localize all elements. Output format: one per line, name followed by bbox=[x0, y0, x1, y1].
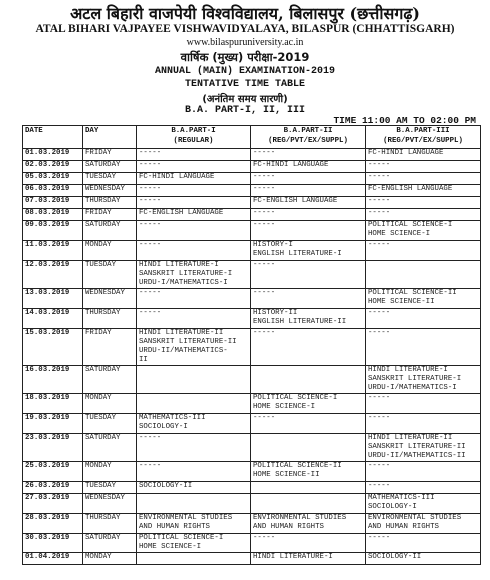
day-cell: SATURDAY bbox=[83, 434, 137, 462]
table-row bbox=[23, 209, 481, 221]
day-cell: TUESDAY bbox=[83, 414, 137, 434]
table-row bbox=[23, 329, 481, 366]
day-cell: SATURDAY bbox=[83, 534, 137, 553]
day-cell: MONDAY bbox=[83, 553, 137, 565]
part-3-cell: ENVIRONMENTAL STUDIES AND HUMAN RIGHTS bbox=[366, 514, 481, 534]
date-cell: 16.03.2019 bbox=[23, 366, 83, 394]
part-3-cell: ----- bbox=[366, 394, 481, 414]
day-cell: THURSDAY bbox=[83, 514, 137, 534]
table-row bbox=[23, 241, 481, 261]
day-cell: MONDAY bbox=[83, 394, 137, 414]
part-1-cell: ----- bbox=[137, 241, 251, 261]
part-1-cell: FC-ENGLISH LANGUAGE bbox=[137, 209, 251, 221]
part-1-cell bbox=[137, 366, 251, 394]
table-row bbox=[23, 185, 481, 197]
table-row bbox=[23, 494, 481, 514]
exam-time: TIME 11:00 AM TO 02:00 PM bbox=[333, 115, 476, 126]
part-2-cell: POLITICAL SCIENCE-II HOME SCIENCE-II bbox=[251, 462, 366, 482]
date-cell: 02.03.2019 bbox=[23, 161, 83, 173]
part-3-cell: ----- bbox=[366, 209, 481, 221]
day-cell: SATURDAY bbox=[83, 366, 137, 394]
date-cell: 05.03.2019 bbox=[23, 173, 83, 185]
part-2-cell: HISTORY-I ENGLISH LITERATURE-I bbox=[251, 241, 366, 261]
part-1-cell: ----- bbox=[137, 309, 251, 329]
part-1-cell: MATHEMATICS-III SOCIOLOGY-I bbox=[137, 414, 251, 434]
table-row bbox=[23, 514, 481, 534]
day-cell: SATURDAY bbox=[83, 161, 137, 173]
day-cell: TUESDAY bbox=[83, 173, 137, 185]
part-3-cell: MATHEMATICS-III SOCIOLOGY-I bbox=[366, 494, 481, 514]
part-3-cell: ----- bbox=[366, 462, 481, 482]
part-1-cell: ----- bbox=[137, 161, 251, 173]
part-3-cell: ----- bbox=[366, 414, 481, 434]
column-header-part-2: B.A.PART-II (REG/PVT/EX/SUPPL) bbox=[251, 126, 366, 149]
date-cell: 26.03.2019 bbox=[23, 482, 83, 494]
part-1-cell: POLITICAL SCIENCE-I HOME SCIENCE-I bbox=[137, 534, 251, 553]
table-row bbox=[23, 366, 481, 394]
university-name-hindi: अटल बिहारी वाजपेयी विश्वविद्यालय, बिलासपुर (छत्तीसगढ़) bbox=[70, 4, 420, 23]
date-cell: 28.03.2019 bbox=[23, 514, 83, 534]
table-row bbox=[23, 289, 481, 309]
part-1-cell: HINDI LITERATURE-I SANSKRIT LITERATURE-I URDU-I/MATHEMATICS-I bbox=[137, 261, 251, 289]
day-cell: MONDAY bbox=[83, 241, 137, 261]
table-row bbox=[23, 482, 481, 494]
part-1-cell: HINDI LITERATURE-II SANSKRIT LITERATURE-II URDU-II/MATHEMATICS- II bbox=[137, 329, 251, 366]
day-cell: TUESDAY bbox=[83, 261, 137, 289]
part-3-cell: HINDI LITERATURE-I SANSKRIT LITERATURE-I URDU-I/MATHEMATICS-I bbox=[366, 366, 481, 394]
part-2-cell: ----- bbox=[251, 209, 366, 221]
part-2-cell: ----- bbox=[251, 534, 366, 553]
part-1-cell: ----- bbox=[137, 434, 251, 462]
day-cell: FRIDAY bbox=[83, 209, 137, 221]
part-2-cell bbox=[251, 494, 366, 514]
part-1-cell: SOCIOLOGY-II bbox=[137, 482, 251, 494]
date-cell: 15.03.2019 bbox=[23, 329, 83, 366]
part-1-cell: ENVIRONMENTAL STUDIES AND HUMAN RIGHTS bbox=[137, 514, 251, 534]
part-2-cell: ----- bbox=[251, 149, 366, 161]
date-cell: 07.03.2019 bbox=[23, 197, 83, 209]
date-cell: 13.03.2019 bbox=[23, 289, 83, 309]
table-row bbox=[23, 553, 481, 565]
day-cell: TUESDAY bbox=[83, 482, 137, 494]
exam-title-english: ANNUAL (MAIN) EXAMINATION-2019 bbox=[154, 66, 336, 77]
date-cell: 01.04.2019 bbox=[23, 553, 83, 565]
date-cell: 18.03.2019 bbox=[23, 394, 83, 414]
part-2-cell: ENVIRONMENTAL STUDIES AND HUMAN RIGHTS bbox=[251, 514, 366, 534]
table-row bbox=[23, 197, 481, 209]
part-3-cell: ----- bbox=[366, 482, 481, 494]
table-row bbox=[23, 149, 481, 161]
table-row bbox=[23, 309, 481, 329]
table-row bbox=[23, 534, 481, 553]
day-cell: THURSDAY bbox=[83, 309, 137, 329]
part-3-cell: ----- bbox=[366, 197, 481, 209]
tentative-title: TENTATIVE TIME TABLE bbox=[184, 79, 306, 90]
university-name-english: ATAL BIHARI VAJPAYEE VISHWAVIDYALAYA, BILASPUR (CHHATTISGARH) bbox=[35, 23, 455, 35]
part-1-cell: FC-HINDI LANGUAGE bbox=[137, 173, 251, 185]
part-1-cell bbox=[137, 394, 251, 414]
part-1-cell: ----- bbox=[137, 221, 251, 241]
date-cell: 01.03.2019 bbox=[23, 149, 83, 161]
part-1-cell: ----- bbox=[137, 185, 251, 197]
part-2-cell: ----- bbox=[251, 221, 366, 241]
part-1-cell bbox=[137, 553, 251, 565]
date-cell: 23.03.2019 bbox=[23, 434, 83, 462]
part-3-cell: POLITICAL SCIENCE-I HOME SCIENCE-I bbox=[366, 221, 481, 241]
date-cell: 25.03.2019 bbox=[23, 462, 83, 482]
part-2-cell: ----- bbox=[251, 173, 366, 185]
table-row bbox=[23, 161, 481, 173]
date-cell: 09.03.2019 bbox=[23, 221, 83, 241]
day-cell: SATURDAY bbox=[83, 221, 137, 241]
part-3-cell: SOCIOLOGY-II bbox=[366, 553, 481, 565]
part-3-cell: HINDI LITERATURE-II SANSKRIT LITERATURE-II URDU-II/MATHEMATICS-II bbox=[366, 434, 481, 462]
part-2-cell: FC-ENGLISH LANGUAGE bbox=[251, 197, 366, 209]
table-row bbox=[23, 414, 481, 434]
part-3-cell: ----- bbox=[366, 173, 481, 185]
website-link[interactable]: www.bilaspuruniversity.ac.in bbox=[186, 37, 304, 48]
exam-title-hindi: वार्षिक (मुख्य) परीक्षा-2019 bbox=[180, 50, 310, 64]
date-cell: 08.03.2019 bbox=[23, 209, 83, 221]
date-cell: 19.03.2019 bbox=[23, 414, 83, 434]
date-cell: 30.03.2019 bbox=[23, 534, 83, 553]
day-cell: FRIDAY bbox=[83, 329, 137, 366]
part-1-cell: ----- bbox=[137, 197, 251, 209]
column-header-day: DAY bbox=[83, 126, 137, 149]
part-2-cell: HISTORY-II ENGLISH LITERATURE-II bbox=[251, 309, 366, 329]
date-cell: 06.03.2019 bbox=[23, 185, 83, 197]
table-row bbox=[23, 462, 481, 482]
part-2-cell: ----- bbox=[251, 414, 366, 434]
table-row bbox=[23, 434, 481, 462]
part-2-cell: ----- bbox=[251, 185, 366, 197]
part-3-cell: ----- bbox=[366, 534, 481, 553]
day-cell: WEDNESDAY bbox=[83, 494, 137, 514]
part-1-cell: ----- bbox=[137, 149, 251, 161]
parts-heading: B.A. PART-I, II, III bbox=[184, 105, 306, 116]
day-cell: WEDNESDAY bbox=[83, 185, 137, 197]
table-row bbox=[23, 221, 481, 241]
part-3-cell: ----- bbox=[366, 241, 481, 261]
table-row bbox=[23, 394, 481, 414]
part-3-cell: FC-ENGLISH LANGUAGE bbox=[366, 185, 481, 197]
part-3-cell: ----- bbox=[366, 309, 481, 329]
part-2-cell: ----- bbox=[251, 289, 366, 309]
part-2-cell: ----- bbox=[251, 261, 366, 289]
time-table bbox=[22, 125, 481, 565]
table-header-row bbox=[23, 126, 481, 149]
table-row bbox=[23, 261, 481, 289]
part-3-cell bbox=[366, 261, 481, 289]
part-1-cell bbox=[137, 494, 251, 514]
part-2-cell bbox=[251, 482, 366, 494]
date-cell: 14.03.2019 bbox=[23, 309, 83, 329]
day-cell: WEDNESDAY bbox=[83, 289, 137, 309]
day-cell: MONDAY bbox=[83, 462, 137, 482]
tentative-title-hindi: (अनंतिम समय सारणी) bbox=[202, 94, 288, 105]
date-cell: 27.03.2019 bbox=[23, 494, 83, 514]
part-1-cell: ----- bbox=[137, 289, 251, 309]
day-cell: THURSDAY bbox=[83, 197, 137, 209]
column-header-part-1: B.A.PART-I (REGULAR) bbox=[137, 126, 251, 149]
part-2-cell: POLITICAL SCIENCE-I HOME SCIENCE-I bbox=[251, 394, 366, 414]
part-3-cell: POLITICAL SCIENCE-II HOME SCIENCE-II bbox=[366, 289, 481, 309]
date-cell: 12.03.2019 bbox=[23, 261, 83, 289]
column-header-date: DATE bbox=[23, 126, 83, 149]
part-3-cell: ----- bbox=[366, 161, 481, 173]
part-1-cell: ----- bbox=[137, 462, 251, 482]
column-header-part-3: B.A.PART-III (REG/PVT/EX/SUPPL) bbox=[366, 126, 481, 149]
part-2-cell bbox=[251, 366, 366, 394]
part-2-cell bbox=[251, 434, 366, 462]
part-3-cell: ----- bbox=[366, 329, 481, 366]
part-3-cell: FC-HINDI LANGUAGE bbox=[366, 149, 481, 161]
part-2-cell: HINDI LITERATURE-I bbox=[251, 553, 366, 565]
day-cell: FRIDAY bbox=[83, 149, 137, 161]
table-row bbox=[23, 173, 481, 185]
part-2-cell: FC-HINDI LANGUAGE bbox=[251, 161, 366, 173]
part-2-cell: ----- bbox=[251, 329, 366, 366]
date-cell: 11.03.2019 bbox=[23, 241, 83, 261]
